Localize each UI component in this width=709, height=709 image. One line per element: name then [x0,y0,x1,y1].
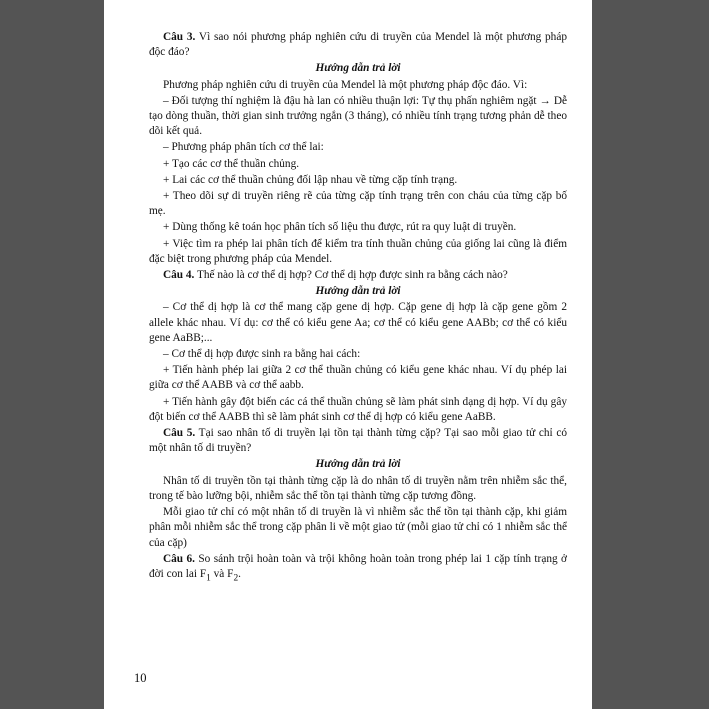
q3-answer-line: – Đối tượng thí nghiệm là đậu hà lan có nhiều thuận lợi: Tự thụ phấn nghiêm ngặt → Dễ tạo dòng thuần, thời gian sinh trưởng ngắn (3 tháng), có nhiều tính trạng tương phản dễ theo dõi kết quả. [149,94,567,138]
q3-answer-line: Phương pháp nghiên cứu di truyền của Mendel là một phương pháp độc đáo. Vì: [163,78,528,91]
q5-guide-heading: Hướng dẫn trả lời [315,458,401,471]
q3-answer-line: – Phương pháp phân tích cơ thể lai: [163,141,324,154]
q6-subscript-1: 1 [206,573,211,584]
q5-label: Câu 5. [163,427,196,440]
q5-answer-line: Mỗi giao tử chỉ có một nhân tố di truyền là vì nhiễm sắc thể tồn tại thành cặp, khi giảm phân mỗi nhiễm sắc thể trong cặp phân li về một giao tử (mỗi giao tử chỉ có 1 nhiễm sắc thể của cặp) [149,506,567,549]
q5-question-text: Tại sao nhân tố di truyền lại tồn tại thành từng cặp? Tại sao mỗi giao tử chỉ có một nhân tố di truyền? [149,427,567,455]
q5-question [149,426,567,456]
q3-answer-line: + Việc tìm ra phép lai phân tích để kiểm tra tính thuần chủng của giống lai cũng là điểm đặc biệt trong phương pháp của Mendel. [149,237,567,265]
q4-guide-heading: Hướng dẫn trả lời [315,285,401,298]
q6-question-text: So sánh trội hoàn toàn và trội không hoàn toàn trong phép lai 1 cặp tính trạng ở đời con lai F [149,552,567,580]
q3-answer-line: + Lai các cơ thể thuần chủng đối lập nhau về từng cặp tính trạng. [163,173,458,186]
q4-question [149,268,567,283]
q6-question-and: và F [210,567,234,580]
q3-answer-line: + Dùng thống kê toán học phân tích số liệu thu được, rút ra quy luật di truyền. [163,221,517,234]
q3-answer-line: + Tạo các cơ thể thuần chủng. [163,157,300,170]
page-content [149,30,567,587]
q5-answer-line: Nhân tố di truyền tồn tại thành từng cặp là do nhân tố di truyền nằm trên nhiễm sắc thể, trong tế bào lưỡng bội, nhiễm sắc thể tồn tại thành từng cặp tương đồng. [149,474,567,502]
q4-question-text: Thế nào là cơ thể dị hợp? Cơ thể dị hợp được sinh ra bằng cách nào? [194,269,508,282]
q6-question [149,552,567,587]
q6-question-end: . [238,567,241,580]
q3-label: Câu 3. [163,31,196,43]
q6-label: Câu 6. [163,552,195,565]
q3-question-text: Vì sao nói phương pháp nghiên cứu di truyền của Mendel là một phương pháp độc đáo? [149,31,567,59]
q4-answer-line: + Tiến hành phép lai giữa 2 cơ thể thuần chủng có kiểu gene khác nhau. Ví dụ phép lai giữa cơ thể AABB và cơ thể aabb. [149,364,567,392]
q3-answer-line: + Theo dõi sự di truyền riêng rẽ của từng cặp tính trạng trên con cháu của từng cặp bố mẹ. [149,190,567,218]
q4-label: Câu 4. [163,269,195,282]
right-background [592,0,709,709]
page-number: 10 [134,671,147,685]
q4-answer-line: – Cơ thể dị hợp là cơ thể mang cặp gene dị hợp. Cặp gene dị hợp là cặp gene gồm 2 allele khác nhau. Ví dụ: cơ thể có kiểu gene Aa; cơ thể có kiểu gene AABb; cơ thể có kiểu gene AaBB;... [149,301,567,344]
left-background [0,0,104,709]
document-page [104,0,592,709]
q4-answer-line: – Cơ thể dị hợp được sinh ra bằng hai cách: [163,348,361,361]
q3-guide-heading: Hướng dẫn trả lời [315,62,401,75]
q3-question [149,30,567,60]
q6-subscript-2: 2 [233,573,239,584]
q4-answer-line: + Tiến hành gây đột biến các cá thể thuần chủng sẽ làm phát sinh dạng dị hợp. Ví dụ gây đột biến cơ thể AABB thì sẽ làm phát sinh cơ thể dị hợp có kiểu gene AaBB. [149,395,567,423]
